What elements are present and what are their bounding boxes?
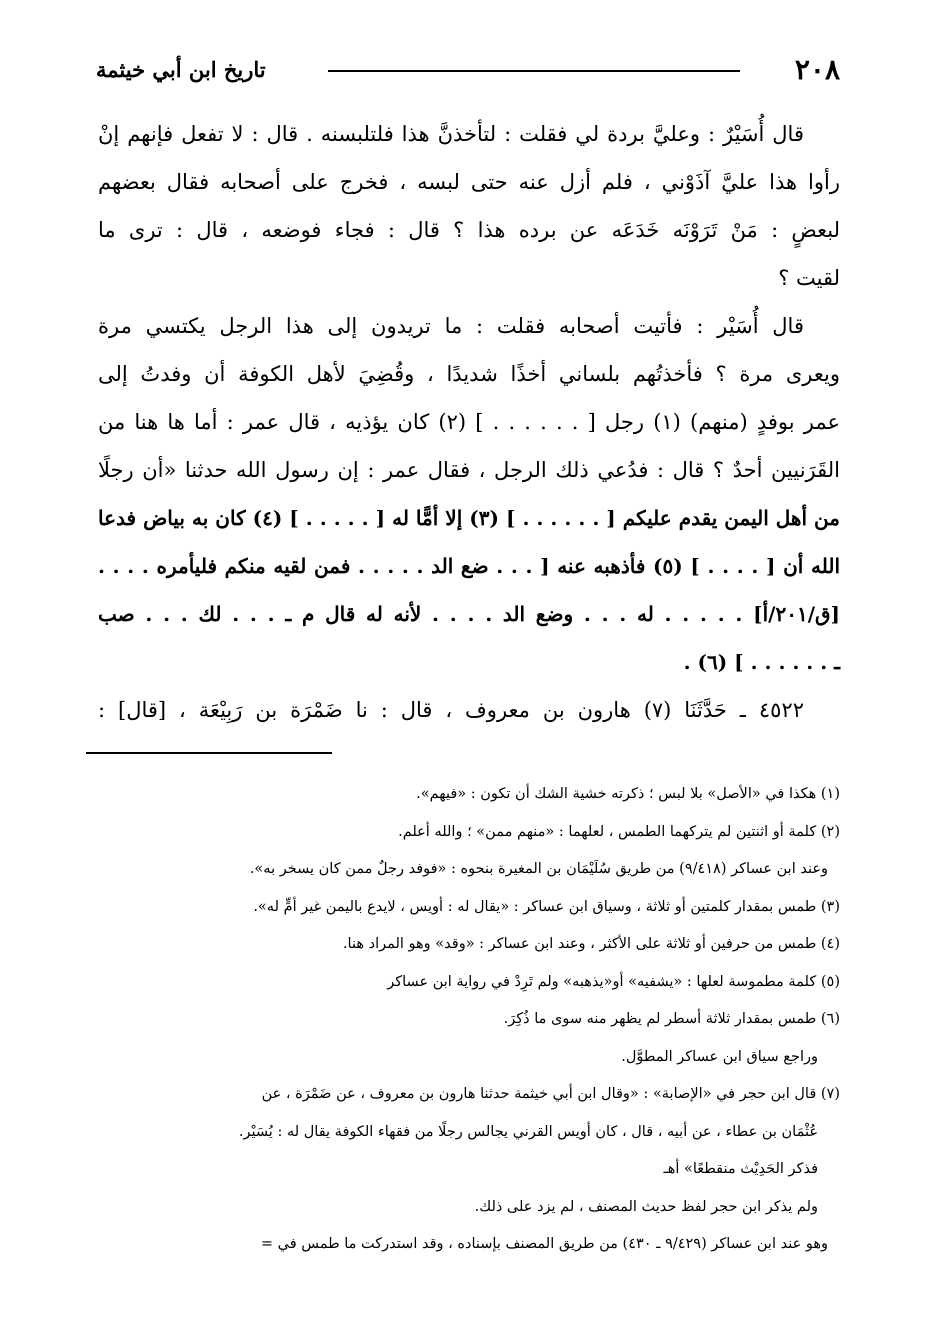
hadith-text-line: من أهل اليمن يقدم عليكم [ . . . . . . ] (٣) إلا أمًّا له [ . . . . . ] (٤) كان به بياض فدعا [98, 506, 840, 530]
footnote-line: (٧) قال ابن حجر في «الإصابة» : «وقال ابن أبي خيثمة حدثنا هارون بن معروف ، عن ضَمْرَة ، عن [261, 1086, 840, 1102]
footnote-line: (١) هكذا في «الأصل» بلا لبس ؛ ذكرته خشية الشك أن تكون : «فيهم». [416, 786, 840, 802]
page-header [96, 50, 840, 92]
narration-4522: ٤٥٢٢ ـ حَدَّثَنَا (٧) هارون بن معروف ، قال : نا ضَمْرَة بن رَبِيْعَة ، [قال] : [98, 698, 804, 722]
footnote-line: (٤) طمس من حرفين أو ثلاثة على الأكثر ، وعند ابن عساكر : «وقد» وهو المراد هنا. [342, 936, 840, 952]
footnote-line: عُثْمَان بن عطاء ، عن أبيه ، قال ، كان أويس القرني يجالس رجلًا من فقهاء الكوفة يقال له : يُسَيْر. [238, 1123, 818, 1140]
text-line: رأوا هذا عليَّ آذَوْني ، فلم أزل عنه حتى لبسه ، فخرج على أصحابه فقال بعضهم [98, 170, 840, 194]
footnote-line: (٥) كلمة مطموسة لعلها : «يشفيه» أو«يذهبه» ولم تَرِدْ في رواية ابن عساكر [387, 973, 840, 990]
footnote-line: وعند ابن عساكر (٩/٤١٨) من طريق سُلَيْمَان بن المغيرة بنحوه : «فوفد رجلٌ ممن كان يسخر به». [249, 861, 828, 877]
footnote-line: (٦) طمس بمقدار ثلاثة أسطر لم يظهر منه سوى ما ذُكِرَ. [503, 1011, 840, 1027]
text-line: لبعضٍ : مَنْ تَرَوْنَه خَدَعَه عن برده هذا ؟ قال : فجاء فوضعه ، قال : ترى ما [98, 218, 840, 242]
text-line: عمر بوفدٍ (منهم) (١) رجل [ . . . . . . ] (٢) كان يؤذيه ، قال عمر : أما ها هنا من [98, 410, 840, 434]
page-number: ٢٠٨ [794, 53, 840, 86]
text-line: قال أُسَيْر : فأتيت أصحابه فقلت : ما تريدون إلى هذا الرجل يكتسي مرة [98, 314, 804, 338]
hadith-text-line: ـ . . . . . . ] (٦) . [683, 650, 840, 674]
footnote-line: (٢) كلمة أو اثنتين لم يتركهما الطمس ، لعلهما : «منهم ممن» ؛ والله أعلم. [398, 823, 840, 840]
text-line: القَرَنيين أحدٌ ؟ قال : فدُعي ذلك الرجل ، فقال عمر : إن رسول الله حدثنا «أن رجلًا [98, 458, 840, 482]
hadith-text-line: الله أن [ . . . . ] (٥) فأذهبه عنه [ . . . ضع الد . . . . . فمن لقيه منكم فليأمره . . . . [98, 554, 840, 578]
text-line: ويعرى مرة ؟ فأخذتُهم بلساني أخذًا شديدًا ، وقُضِيَ لأهل الكوفة أن وفدتُ إلى [98, 362, 840, 386]
footnote-line: فذكر الحَدِيْث منقطعًا» أهـ [663, 1161, 818, 1177]
footnotes [92, 776, 840, 1264]
text-line: قال أُسَيْرٌ : وعليَّ بردة لي فقلت : لتأخذنَّ هذا فلتلبسنه . قال : لا تفعل فإنهم إنْ [98, 122, 804, 146]
hadith-text-line: [ق/٢٠١/أ] . . . . . له . . . وضع الد . . . . لأنه له قال م ـ . . . لك . . . صب [98, 602, 840, 626]
footnote-divider [86, 752, 332, 754]
text-line: لقيت ؟ [778, 266, 840, 290]
header-rule [328, 70, 740, 72]
footnote-line: وهو عند ابن عساكر (٩/٤٢٩ ـ ٤٣٠) من طريق المصنف بإسناده ، وقد استدركت ما طمس في = [260, 1236, 828, 1252]
running-title: تاريخ ابن أبي خيثمة [96, 57, 266, 82]
footnote-line: (٣) طمس بمقدار كلمتين أو ثلاثة ، وسياق ابن عساكر : «يقال له : أويس ، لايدع باليمن غير أمٍّ له». [253, 898, 840, 915]
footnote-line: وراجع سياق ابن عساكر المطوَّل. [621, 1048, 818, 1065]
footnote-line: ولم يذكر ابن حجر لفظ حديث المصنف ، لم يزد على ذلك. [474, 1198, 818, 1215]
main-text [98, 110, 840, 734]
